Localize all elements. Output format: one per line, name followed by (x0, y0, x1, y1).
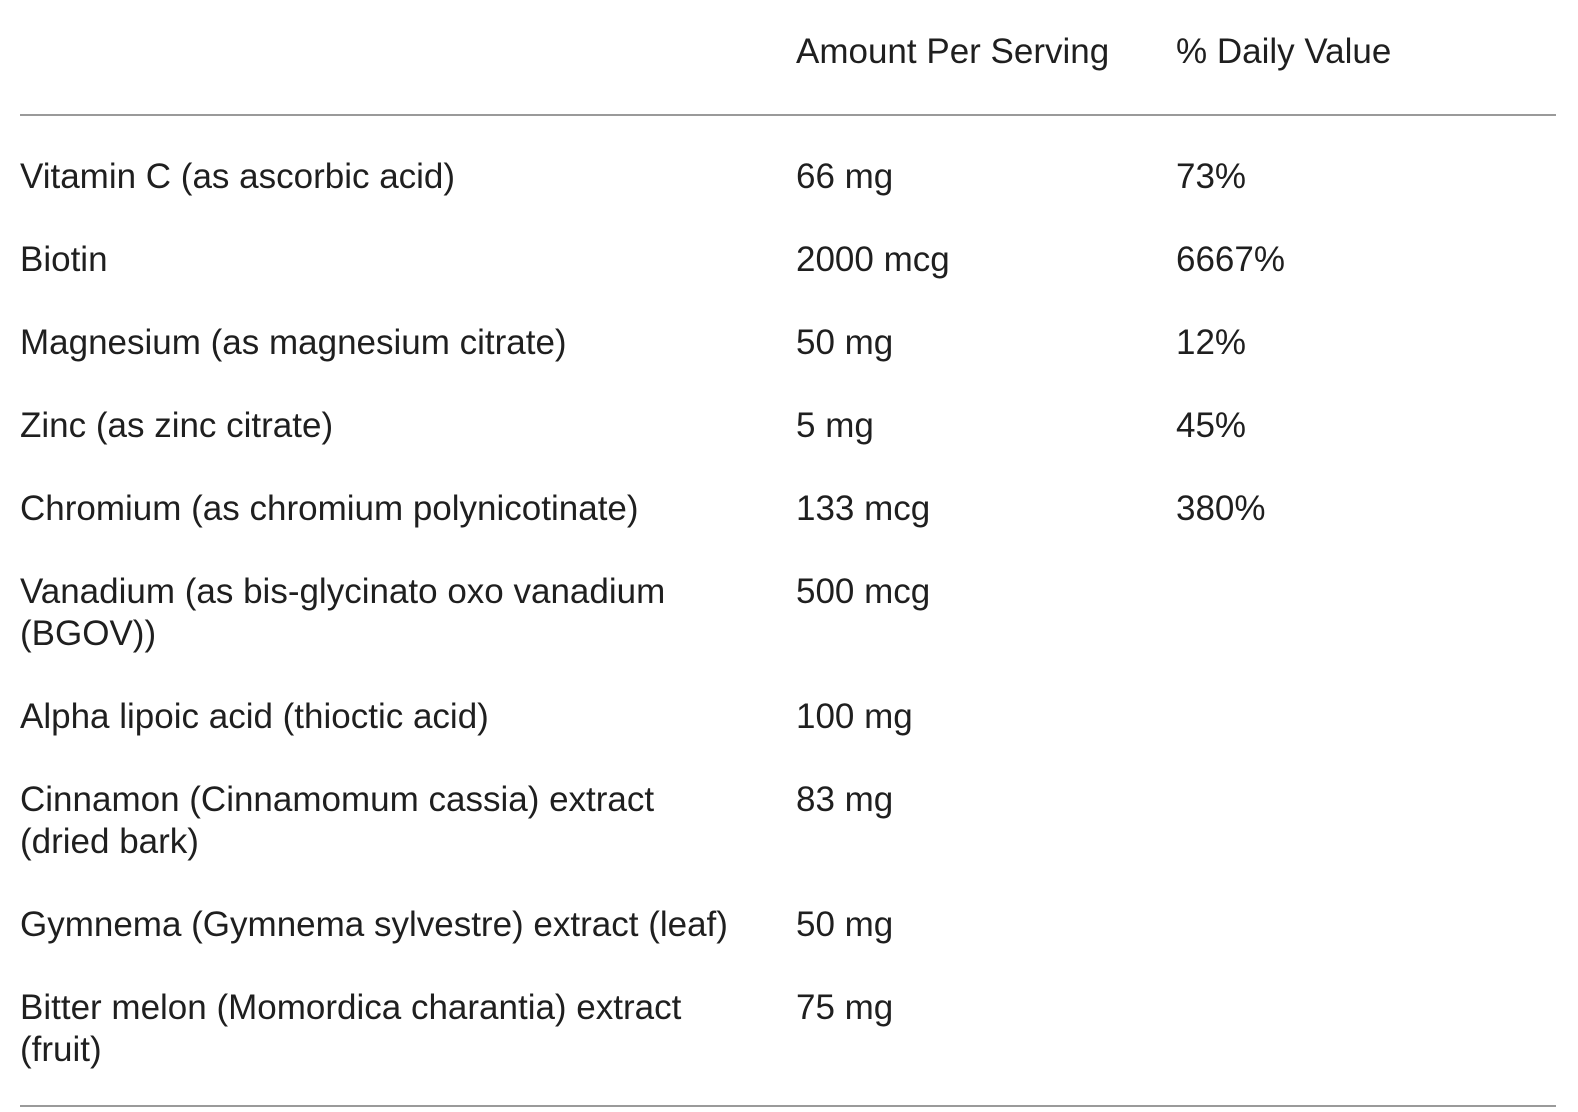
ingredient-amount: 500 mcg (796, 572, 931, 611)
ingredient-name: Biotin (20, 240, 108, 279)
ingredient-name: Zinc (as zinc citrate) (20, 406, 334, 445)
ingredient-name: Magnesium (as magnesium citrate) (20, 323, 567, 362)
table-row (0, 197, 1578, 280)
ingredient-daily-value: 380% (1176, 489, 1266, 528)
ingredient-amount: 50 mg (796, 905, 894, 944)
ingredient-name: Alpha lipoic acid (thioctic acid) (20, 697, 489, 736)
daily-value-header: % Daily Value (1176, 32, 1392, 71)
ingredient-amount: 133 mcg (796, 489, 931, 528)
ingredient-daily-value: 6667% (1176, 240, 1285, 279)
ingredient-name: Vitamin C (as ascorbic acid) (20, 157, 456, 196)
table-row (0, 363, 1578, 446)
table-row (0, 862, 1578, 945)
table-row (0, 654, 1578, 737)
amount-per-serving-header: Amount Per Serving (796, 32, 1110, 71)
ingredient-amount: 100 mg (796, 697, 913, 736)
table-row (0, 446, 1578, 529)
footer-divider (20, 1105, 1556, 1107)
ingredient-name: Gymnema (Gymnema sylvestre) extract (leaf) (20, 905, 728, 944)
ingredient-amount: 66 mg (796, 157, 894, 196)
ingredient-name: Cinnamon (Cinnamomum cassia) extract (dried bark) (20, 780, 655, 861)
ingredient-amount: 5 mg (796, 406, 874, 445)
ingredient-amount: 50 mg (796, 323, 894, 362)
table-row (0, 529, 1578, 654)
ingredient-name: Bitter melon (Momordica charantia) extract (fruit) (20, 988, 682, 1069)
table-row (0, 945, 1578, 1070)
ingredient-daily-value: 12% (1176, 323, 1247, 362)
table-header (0, 0, 1578, 114)
table-row (0, 737, 1578, 862)
ingredient-amount: 2000 mcg (796, 240, 950, 279)
ingredient-name: Chromium (as chromium polynicotinate) (20, 489, 639, 528)
table-row (0, 280, 1578, 363)
ingredient-daily-value: 73% (1176, 157, 1247, 196)
ingredient-name: Vanadium (as bis-glycinato oxo vanadium (BGOV)) (20, 572, 666, 653)
table-body (0, 114, 1578, 1070)
ingredient-daily-value: 45% (1176, 406, 1247, 445)
ingredient-amount: 75 mg (796, 988, 894, 1027)
ingredient-amount: 83 mg (796, 780, 894, 819)
table-row (0, 114, 1578, 197)
